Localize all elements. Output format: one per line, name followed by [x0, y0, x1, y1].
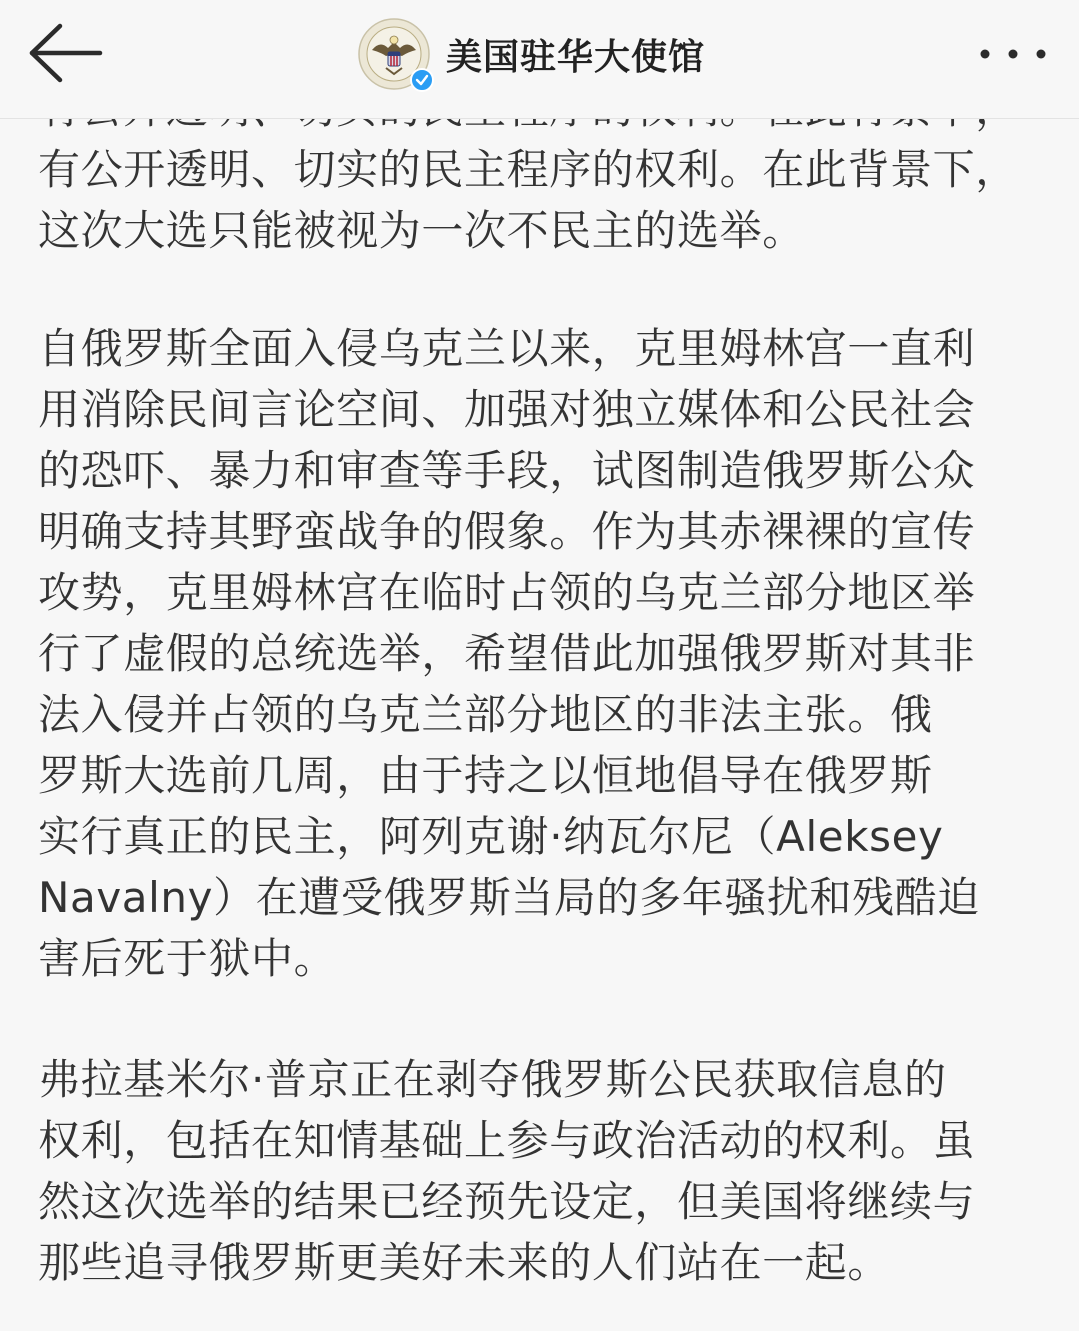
- account-name[interactable]: 美国驻华大使馆: [446, 36, 706, 78]
- back-button[interactable]: [22, 18, 108, 88]
- arrow-left-icon: [22, 18, 108, 88]
- more-dots-icon: [968, 30, 1058, 78]
- post-paragraph: 有公开透明、切实的民主程序的权利。在此背景下， 这次大选只能被视为一次不民主的选举。: [38, 145, 1018, 255]
- post-paragraph: 弗拉基米尔·普京正在剥夺俄罗斯公民获取信息的 权利，包括在知情基础上参与政治活动的权利。虽 然这次选举的结果已经预先设定，但美国将继续与 那些追寻俄罗斯更美好未来的人们站在一起。: [38, 1055, 976, 1287]
- more-options-button[interactable]: [968, 30, 1058, 78]
- avatar[interactable]: [358, 18, 430, 90]
- top-navigation-bar: [0, 0, 1079, 119]
- verified-badge-icon: [410, 68, 434, 92]
- account-header[interactable]: [358, 16, 705, 92]
- post-paragraph: 自俄罗斯全面入侵乌克兰以来，克里姆林宫一直利 用消除民间言论空间、加强对独立媒体和公民社会 的恐吓、暴力和审查等手段，试图制造俄罗斯公众 明确支持其野蛮战争的假象。作为其赤裸裸的宣传 攻势，克里姆林宫在临时占领的乌克兰部分地区举 行了虚假的总统选举，希望借此加强俄罗斯对其非 法入侵并占领的乌克兰部分地区的非法主张。俄 罗斯大选前几周，由于持之以恒地倡导在俄罗斯 实行真正的民主，阿列克谢·纳瓦尔尼（Aleksey Navalny）在遭受俄罗斯当局的多年骚扰和残酷迫 害后死于狱中。: [38, 324, 980, 983]
